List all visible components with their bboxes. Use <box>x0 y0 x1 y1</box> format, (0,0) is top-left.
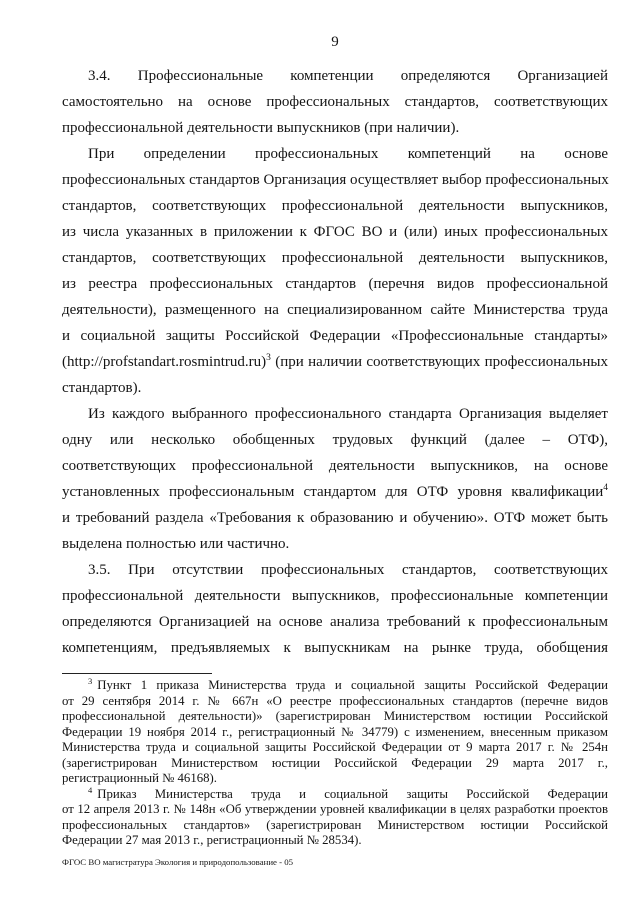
text-line <box>62 167 608 193</box>
line-text: стандартов, соответствующих профессиональной деятельности выпускников, <box>62 198 608 214</box>
line-text: выделена полностью или частично. <box>62 536 290 552</box>
footnote-ref: 3 <box>266 353 271 363</box>
footnote-line <box>62 771 608 787</box>
line-text: из числа указанных в приложении к ФГОС ВО и (или) иных профессиональных <box>62 224 608 240</box>
footnote-line <box>62 709 608 725</box>
text-line <box>62 271 608 297</box>
footnote-line <box>62 740 608 756</box>
text-line <box>62 401 608 427</box>
text-line <box>62 609 608 635</box>
footnote-line <box>62 818 608 834</box>
text-line <box>62 635 608 661</box>
footnote-marker: 4 <box>88 784 93 795</box>
text-line <box>62 89 608 115</box>
footnote-separator <box>62 673 212 674</box>
line-text: При определении профессиональных компетенций на основе <box>88 146 608 162</box>
line-text: и социальной защиты Российской Федерации «Профессиональные стандарты» <box>62 328 608 344</box>
paragraph <box>62 401 608 557</box>
line-text: 3.5. При отсутствии профессиональных стандартов, соответствующих <box>88 562 608 578</box>
line-text: установленных профессиональным стандартом для ОТФ уровня квалификации <box>62 484 604 500</box>
footnotes <box>62 678 608 849</box>
footnote-line <box>62 694 608 710</box>
line-text: регистрационный № 46168). <box>62 771 217 785</box>
text-line <box>62 453 608 479</box>
page-number: 9 <box>331 34 339 50</box>
paragraph <box>62 63 608 141</box>
line-text: Из каждого выбранного профессионального стандарта Организация выделяет <box>88 406 608 422</box>
footnote-line <box>62 833 608 849</box>
footnote-marker: 3 <box>88 676 93 686</box>
footnote-line <box>62 725 608 741</box>
text-line <box>62 375 608 401</box>
text-line <box>62 193 608 219</box>
line-text: Министерства труда и социальной защиты Российской Федерации от 9 марта 2017 г. № 254н <box>62 740 608 754</box>
line-text: определяются Организацией на основе анализа требований к профессиональным <box>62 614 608 630</box>
line-text: от 12 апреля 2013 г. № 148н «Об утверждении уровней квалификации в целях разработки проектов <box>62 802 608 816</box>
line-text: деятельности), размещенного на специализированном сайте Министерства труда <box>62 302 608 318</box>
line-text: профессиональной деятельности выпускников (при наличии). <box>62 120 460 136</box>
line-text: профессиональных стандартов» (зарегистрирован Министерством юстиции Российской <box>62 817 608 832</box>
text-line <box>62 141 608 167</box>
line-text: Федерации 19 ноября 2014 г., регистрационный № 34779) с изменением, внесенным приказом <box>62 724 608 739</box>
footnote-line <box>62 784 608 803</box>
text-line <box>62 245 608 271</box>
line-text: Федерации 27 мая 2013 г., регистрационный № 28534). <box>62 833 362 847</box>
text-line <box>62 531 608 557</box>
footnote-line <box>62 756 608 772</box>
text-line <box>62 427 608 453</box>
line-text: Приказ Министерства труда и социальной защиты Российской Федерации <box>97 786 608 801</box>
line-text: профессиональной деятельности)» (зарегистрирован Министерством юстиции Российской <box>62 709 608 723</box>
text-line <box>62 349 608 375</box>
line-text: из реестра профессиональных стандартов (перечня видов профессиональной <box>62 276 608 292</box>
line-text: Пункт 1 приказа Министерства труда и социальной защиты Российской Федерации <box>97 678 608 692</box>
text-line <box>62 557 608 583</box>
footnote-line <box>62 678 608 694</box>
footnote-ref: 4 <box>603 483 608 493</box>
body-text <box>62 63 608 661</box>
paragraph <box>62 557 608 661</box>
line-text: 3.4. Профессиональные компетенции определяются Организацией <box>88 68 608 84</box>
text-line <box>62 63 608 89</box>
line-text: (при наличии соответствующих профессиональных <box>270 354 608 370</box>
text-line <box>62 219 608 245</box>
footnote <box>62 784 608 849</box>
line-text: одну или несколько обобщенных трудовых функций (далее – ОТФ), <box>62 432 608 448</box>
line-text: самостоятельно на основе профессиональных стандартов, соответствующих <box>62 94 608 110</box>
text-line <box>62 505 608 531</box>
line-text: от 29 сентября 2014 г. № 667н «О реестре профессиональных стандартов (перечне видов <box>62 693 608 708</box>
footnote-line <box>62 802 608 818</box>
line-text: стандартов, соответствующих профессиональной деятельности выпускников, <box>62 250 608 266</box>
footnote <box>62 678 608 787</box>
line-text: (зарегистрирован Министерством юстиции Российской Федерации 29 марта 2017 г., <box>62 755 608 770</box>
line-text: и требований раздела «Требования к образованию и обучению». ОТФ может быть <box>62 510 608 526</box>
text-line <box>62 297 608 323</box>
line-text: профессиональных стандартов Организация осуществляет выбор профессиональных <box>62 172 609 188</box>
text-line <box>62 479 608 505</box>
line-text: компетенциям, предъявляемых к выпускникам на рынке труда, обобщения <box>62 640 608 656</box>
text-line <box>62 323 608 349</box>
footer-text: ФГОС ВО магистратура Экология и природопользование - 05 <box>62 857 294 867</box>
text-line <box>62 583 608 609</box>
line-text: профессиональной деятельности выпускников, профессиональные компетенции <box>62 588 608 604</box>
line-text: соответствующих профессиональной деятельности выпускников, на основе <box>62 458 608 474</box>
line-text: стандартов). <box>62 380 142 396</box>
paragraph <box>62 141 608 401</box>
line-text: (http://profstandart.rosmintrud.ru) <box>62 354 267 370</box>
text-line <box>62 115 608 141</box>
